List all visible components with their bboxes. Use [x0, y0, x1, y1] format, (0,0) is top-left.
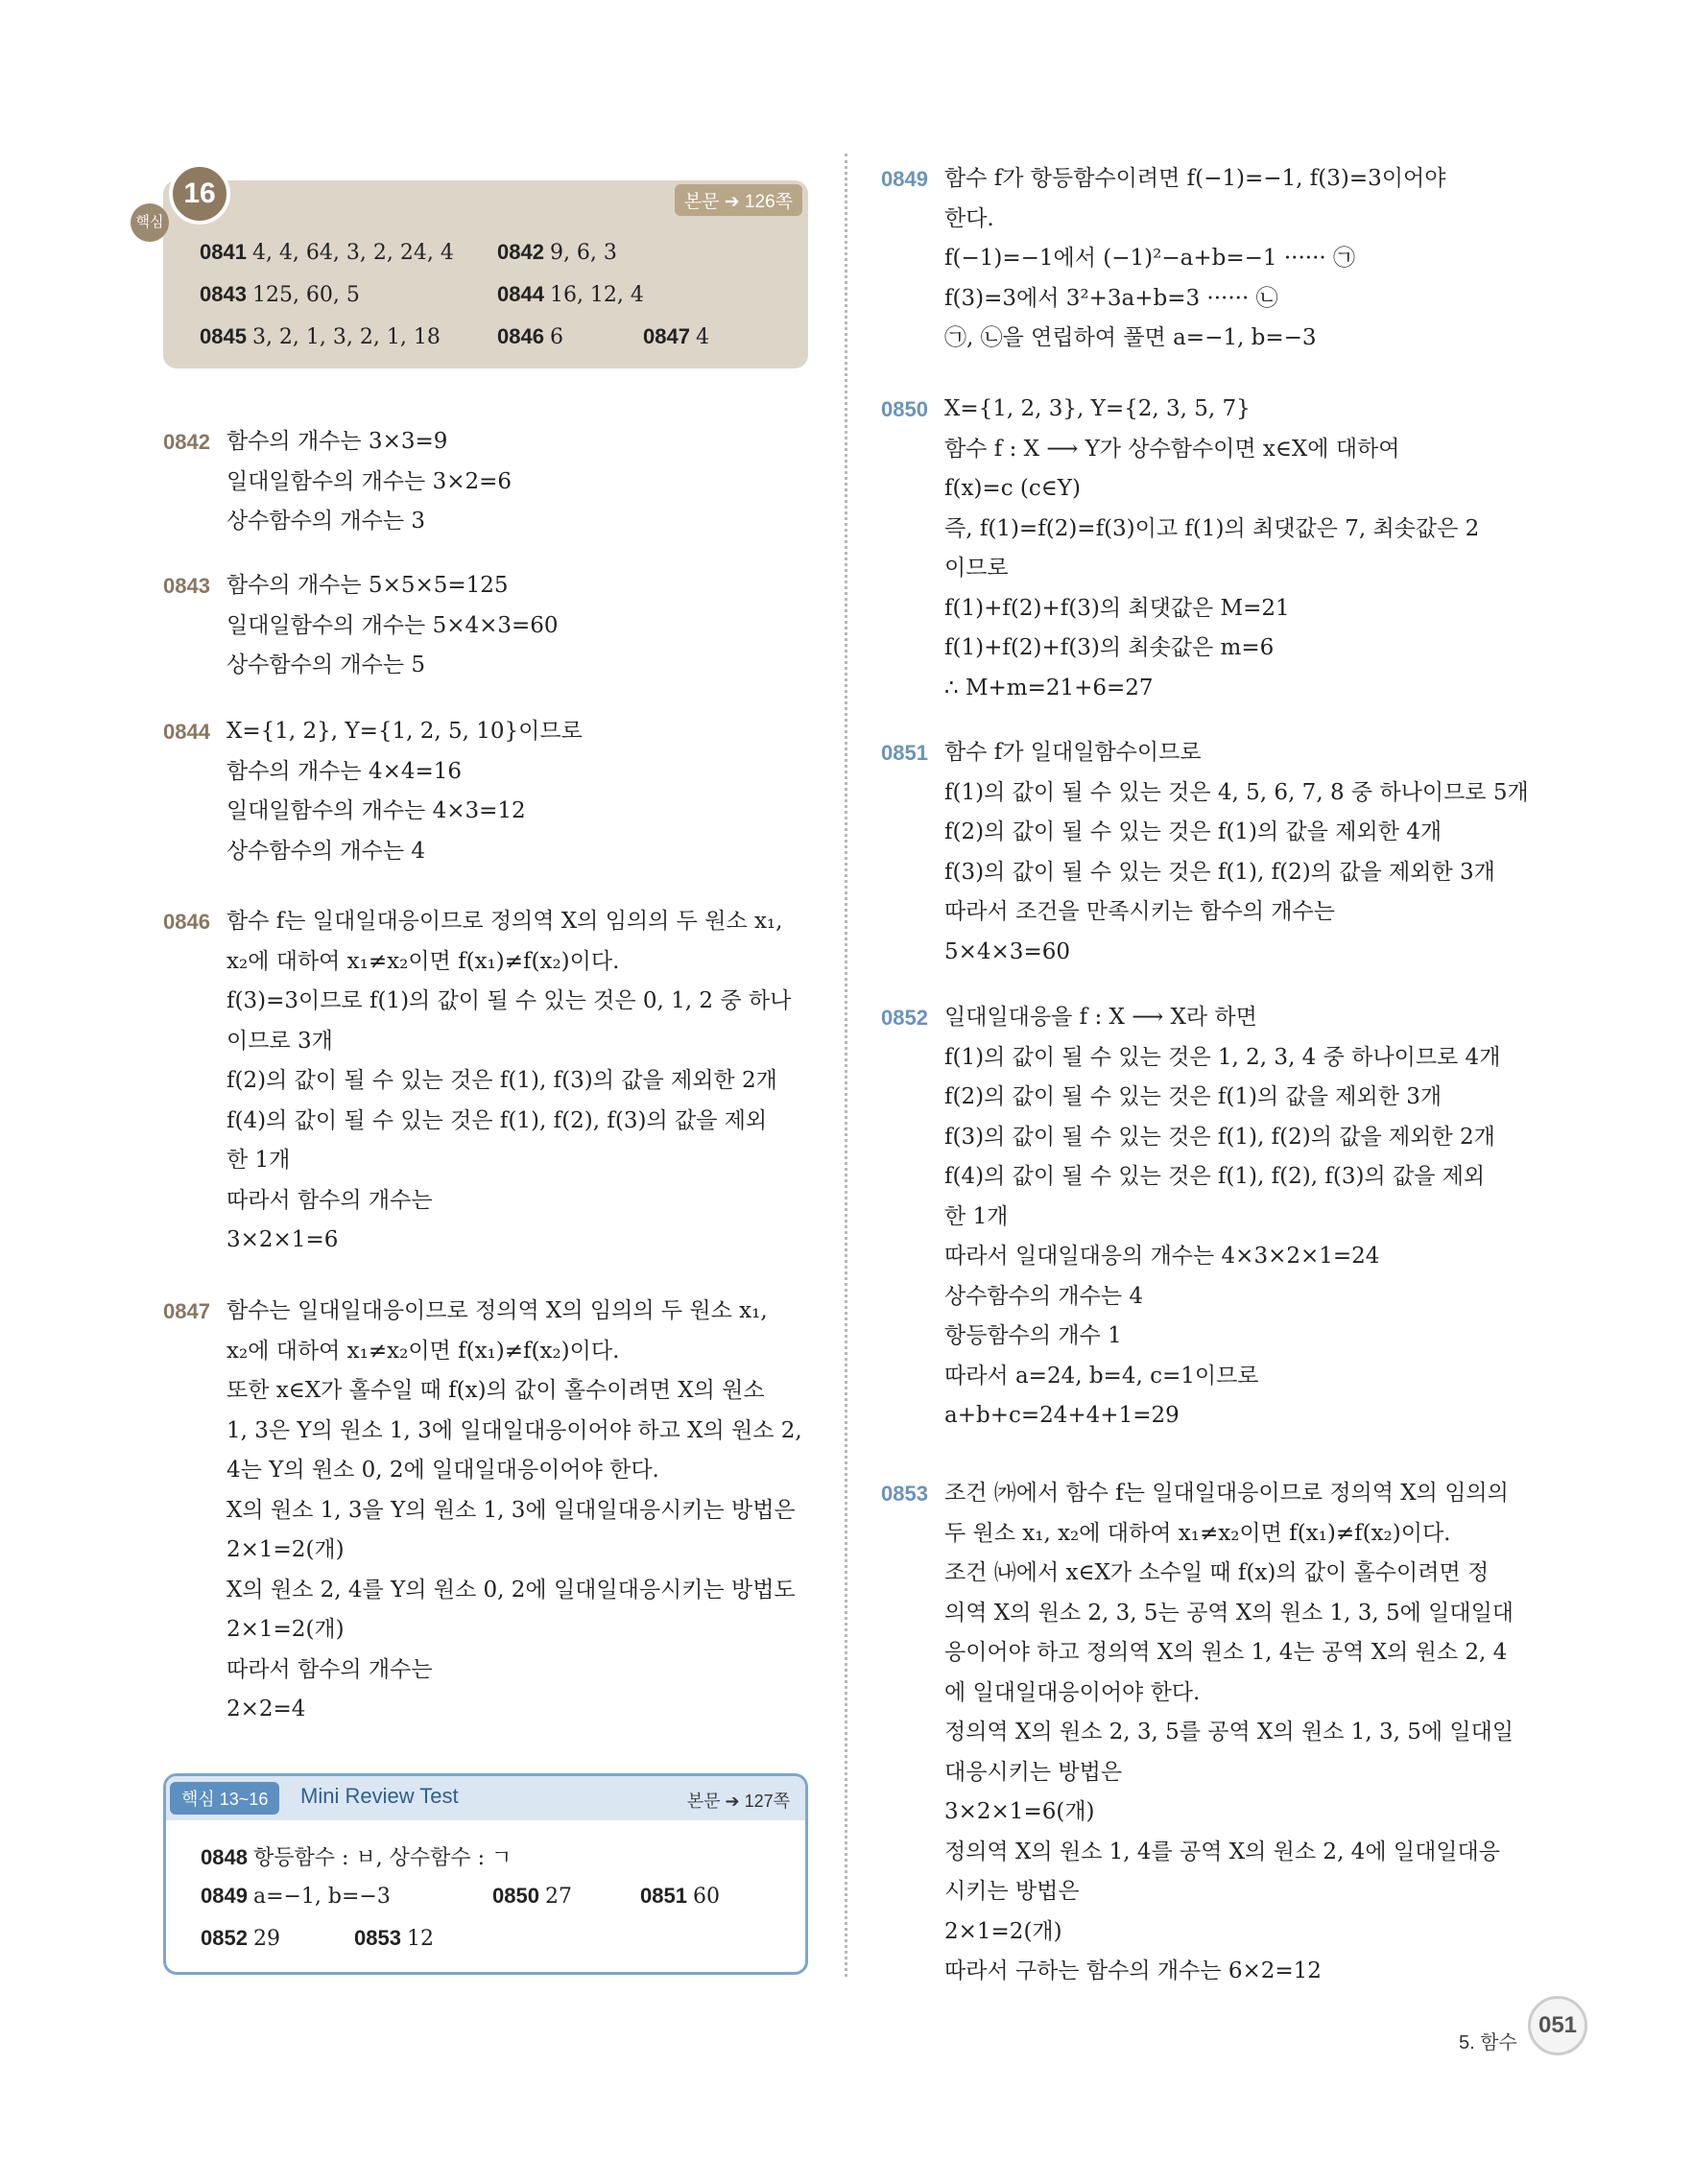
key-answer: 0841 4, 4, 64, 3, 2, 24, 4: [200, 240, 454, 265]
solution-line: 응이어야 하고 정의역 X의 원소 1, 4는 공역 X의 원소 2, 4: [944, 1640, 1508, 1665]
solution-line: 1, 3은 Y의 원소 1, 3에 일대일대응이어야 하고 X의 원소 2,: [227, 1417, 802, 1443]
solution-line: 4는 Y의 원소 0, 2에 일대일대응이어야 한다.: [227, 1458, 659, 1483]
solution-line: 일대일함수의 개수는 5×4×3=60: [227, 612, 559, 638]
mini-answer: 0851 60: [640, 1884, 720, 1909]
solution-line: f(2)의 값이 될 수 있는 것은 f(1)의 값을 제외한 3개: [944, 1084, 1443, 1109]
solution-line: 3×2×1=6: [227, 1227, 339, 1252]
solution-line: 3×2×1=6(개): [944, 1799, 1095, 1824]
solution-block: [163, 902, 791, 1261]
solution-line: 이므로: [944, 556, 1009, 581]
solution-line: f(3)=3에서 3²+3a+b=3 ······ ㉡: [944, 285, 1278, 311]
key-number-badge: 16: [169, 163, 230, 225]
mini-review-header: [166, 1776, 805, 1820]
solution-line: X의 원소 2, 4를 Y의 원소 0, 2에 일대일대응시키는 방법도: [227, 1577, 796, 1602]
key-answer: 0843 125, 60, 5: [200, 282, 360, 307]
problem-number: 0846: [163, 910, 210, 934]
solution-line: x₂에 대하여 x₁≠x₂이면 f(x₁)≠f(x₂)이다.: [227, 948, 620, 974]
solution-line: 2×1=2(개): [227, 1617, 345, 1642]
column-divider: [845, 154, 847, 1977]
solution-line: 이므로 3개: [227, 1028, 333, 1054]
problem-number: 0842: [163, 430, 210, 454]
page-number: 051: [1528, 1996, 1587, 2055]
solution-line: X={1, 2, 3}, Y={2, 3, 5, 7}: [944, 396, 1251, 421]
solution-block: [163, 712, 583, 871]
solution-block: [881, 159, 1445, 359]
solution-line: 일대일대응을 f : X ⟶ X라 하면: [944, 1005, 1257, 1030]
solution-block: [163, 1292, 802, 1730]
mini-review-box: [163, 1773, 808, 1975]
solution-line: 의역 X의 원소 2, 3, 5는 공역 X의 원소 1, 3, 5에 일대일대: [944, 1600, 1514, 1626]
solution-line: f(x)=c (c∈Y): [944, 476, 1081, 501]
solution-block: [881, 390, 1479, 708]
solution-line: 한다.: [944, 205, 994, 231]
problem-number: 0843: [163, 574, 210, 598]
solution-line: 따라서 일대일대응의 개수는 4×3×2×1=24: [944, 1244, 1380, 1269]
problem-number: 0853: [881, 1482, 928, 1506]
solution-line: 조건 ㈏에서 x∈X가 소수일 때 f(x)의 값이 홀수이려면 정: [944, 1560, 1490, 1585]
mini-review-tag: 핵심 13~16: [170, 1782, 279, 1815]
solution-line: 함수 f가 일대일함수이므로: [944, 740, 1202, 765]
solution-line: 한 1개: [227, 1148, 291, 1173]
solution-line: 일대일함수의 개수는 3×2=6: [227, 468, 513, 494]
solution-line: f(4)의 값이 될 수 있는 것은 f(1), f(2), f(3)의 값을 제외: [944, 1164, 1486, 1189]
problem-number: 0851: [881, 741, 928, 765]
solution-line: 상수함수의 개수는 4: [944, 1283, 1143, 1309]
mini-answer: 0848 항등함수 : ㅂ, 상수함수 : ㄱ: [201, 1845, 513, 1870]
problem-number: 0847: [163, 1299, 210, 1323]
solution-line: 일대일함수의 개수는 4×3=12: [227, 798, 526, 823]
solution-line: 대응시키는 방법은: [944, 1759, 1123, 1785]
solution-block: [881, 998, 1500, 1436]
mini-answer: 0849 a=−1, b=−3: [201, 1884, 391, 1909]
solution-line: f(1)+f(2)+f(3)의 최솟값은 m=6: [944, 635, 1275, 660]
problem-number: 0852: [881, 1006, 928, 1030]
solution-line: 또한 x∈X가 홀수일 때 f(x)의 값이 홀수이려면 X의 원소: [227, 1378, 765, 1403]
key-tab-label: 핵심: [131, 203, 169, 242]
solution-line: f(2)의 값이 될 수 있는 것은 f(1), f(3)의 값을 제외한 2개: [227, 1068, 777, 1093]
solution-line: 에 일대일대응이어야 한다.: [944, 1679, 1201, 1705]
solution-line: 함수의 개수는 4×4=16: [227, 758, 463, 784]
solution-line: 함수의 개수는 5×5×5=125: [227, 573, 509, 598]
solution-line: 5×4×3=60: [944, 938, 1070, 964]
solution-line: 2×1=2(개): [944, 1918, 1062, 1944]
solution-block: [881, 733, 1529, 972]
solution-line: 두 원소 x₁, x₂에 대하여 x₁≠x₂이면 f(x₁)≠f(x₂)이다.: [944, 1520, 1451, 1546]
key-answer: 0842 9, 6, 3: [497, 240, 617, 265]
solution-line: 상수함수의 개수는 4: [227, 838, 425, 864]
problem-number: 0844: [163, 720, 210, 744]
mini-answer: 0853 12: [354, 1926, 434, 1951]
solution-line: 함수 f : X ⟶ Y가 상수함수이면 x∈X에 대하여: [944, 436, 1400, 462]
solution-line: 시키는 방법은: [944, 1879, 1080, 1904]
solution-line: 따라서 a=24, b=4, c=1이므로: [944, 1363, 1259, 1389]
solution-line: 2×1=2(개): [227, 1537, 345, 1562]
solution-line: 따라서 함수의 개수는: [227, 1187, 433, 1213]
solution-line: 함수는 일대일대응이므로 정의역 X의 임의의 두 원소 x₁,: [227, 1298, 768, 1323]
solution-line: f(1)+f(2)+f(3)의 최댓값은 M=21: [944, 595, 1290, 621]
solution-line: f(4)의 값이 될 수 있는 것은 f(1), f(2), f(3)의 값을 제외: [227, 1107, 768, 1133]
solution-line: X의 원소 1, 3을 Y의 원소 1, 3에 일대일대응시키는 방법은: [227, 1497, 796, 1523]
solution-block: [881, 1474, 1514, 1992]
solution-line: f(1)의 값이 될 수 있는 것은 1, 2, 3, 4 중 하나이므로 4개: [944, 1044, 1501, 1070]
key-answer: 0844 16, 12, 4: [497, 282, 644, 307]
solution-block: [163, 566, 559, 686]
mini-answer: 0850 27: [492, 1884, 572, 1909]
solution-line: f(1)의 값이 될 수 있는 것은 4, 5, 6, 7, 8 중 하나이므로 5개: [944, 779, 1529, 805]
solution-line: 함수 f가 항등함수이려면 f(−1)=−1, f(3)=3이어야: [944, 166, 1446, 191]
solution-line: 상수함수의 개수는 5: [227, 653, 425, 677]
solution-line: 항등함수의 개수 1: [944, 1323, 1122, 1348]
solution-line: 따라서 조건을 만족시키는 함수의 개수는: [944, 899, 1335, 924]
mini-review-page-ref: 본문 ➔ 127쪽: [686, 1792, 790, 1811]
problem-number: 0850: [881, 397, 928, 421]
mini-answer: 0852 29: [201, 1926, 280, 1951]
solution-line: 정의역 X의 원소 2, 3, 5를 공역 X의 원소 1, 3, 5에 일대일: [944, 1720, 1514, 1745]
solution-line: 즉, f(1)=f(2)=f(3)이고 f(1)의 최댓값은 7, 최솟값은 2: [944, 515, 1480, 541]
footer-section-title: 5. 함수: [1459, 2032, 1517, 2053]
solution-line: 따라서 함수의 개수는: [227, 1656, 433, 1682]
solution-line: 한 1개: [944, 1203, 1009, 1229]
solution-line: 함수 f는 일대일대응이므로 정의역 X의 임의의 두 원소 x₁,: [227, 909, 783, 934]
key-answer: 0845 3, 2, 1, 3, 2, 1, 18: [200, 324, 441, 349]
solution-line: f(−1)=−1에서 (−1)²−a+b=−1 ······ ㉠: [944, 246, 1356, 271]
solution-line: 따라서 구하는 함수의 개수는 6×2=12: [944, 1958, 1322, 1983]
solution-line: ∴ M+m=21+6=27: [944, 675, 1154, 700]
solution-line: 함수의 개수는 3×3=9: [227, 429, 448, 454]
solution-line: 조건 ㈎에서 함수 f는 일대일대응이므로 정의역 X의 임의의: [944, 1481, 1509, 1506]
solution-line: f(3)의 값이 될 수 있는 것은 f(1), f(2)의 값을 제외한 2개: [944, 1124, 1495, 1150]
solution-line: x₂에 대하여 x₁≠x₂이면 f(x₁)≠f(x₂)이다.: [227, 1338, 620, 1364]
key-answer: 0847 4: [643, 324, 709, 349]
mini-review-title: Mini Review Test: [300, 1784, 459, 1808]
solution-line: X={1, 2}, Y={1, 2, 5, 10}이므로: [227, 719, 583, 744]
solution-line: 2×2=4: [227, 1697, 306, 1721]
key-page-ref: 본문 ➔ 126쪽: [675, 184, 802, 216]
solution-line: ㉠, ㉡을 연립하여 풀면 a=−1, b=−3: [944, 325, 1317, 350]
solution-line: 상수함수의 개수는 3: [227, 509, 425, 534]
problem-number: 0849: [881, 167, 928, 191]
solution-line: f(3)의 값이 될 수 있는 것은 f(1), f(2)의 값을 제외한 3개: [944, 859, 1495, 885]
key-answer-box: [135, 178, 808, 368]
solution-block: [163, 422, 512, 542]
solution-line: f(2)의 값이 될 수 있는 것은 f(1)의 값을 제외한 4개: [944, 819, 1443, 844]
solution-line: a+b+c=24+4+1=29: [944, 1403, 1180, 1428]
solution-line: 정의역 X의 원소 1, 4를 공역 X의 원소 2, 4에 일대일대응: [944, 1839, 1500, 1864]
solution-line: f(3)=3이므로 f(1)의 값이 될 수 있는 것은 0, 1, 2 중 하나: [227, 988, 792, 1013]
key-answer: 0846 6: [497, 324, 563, 349]
